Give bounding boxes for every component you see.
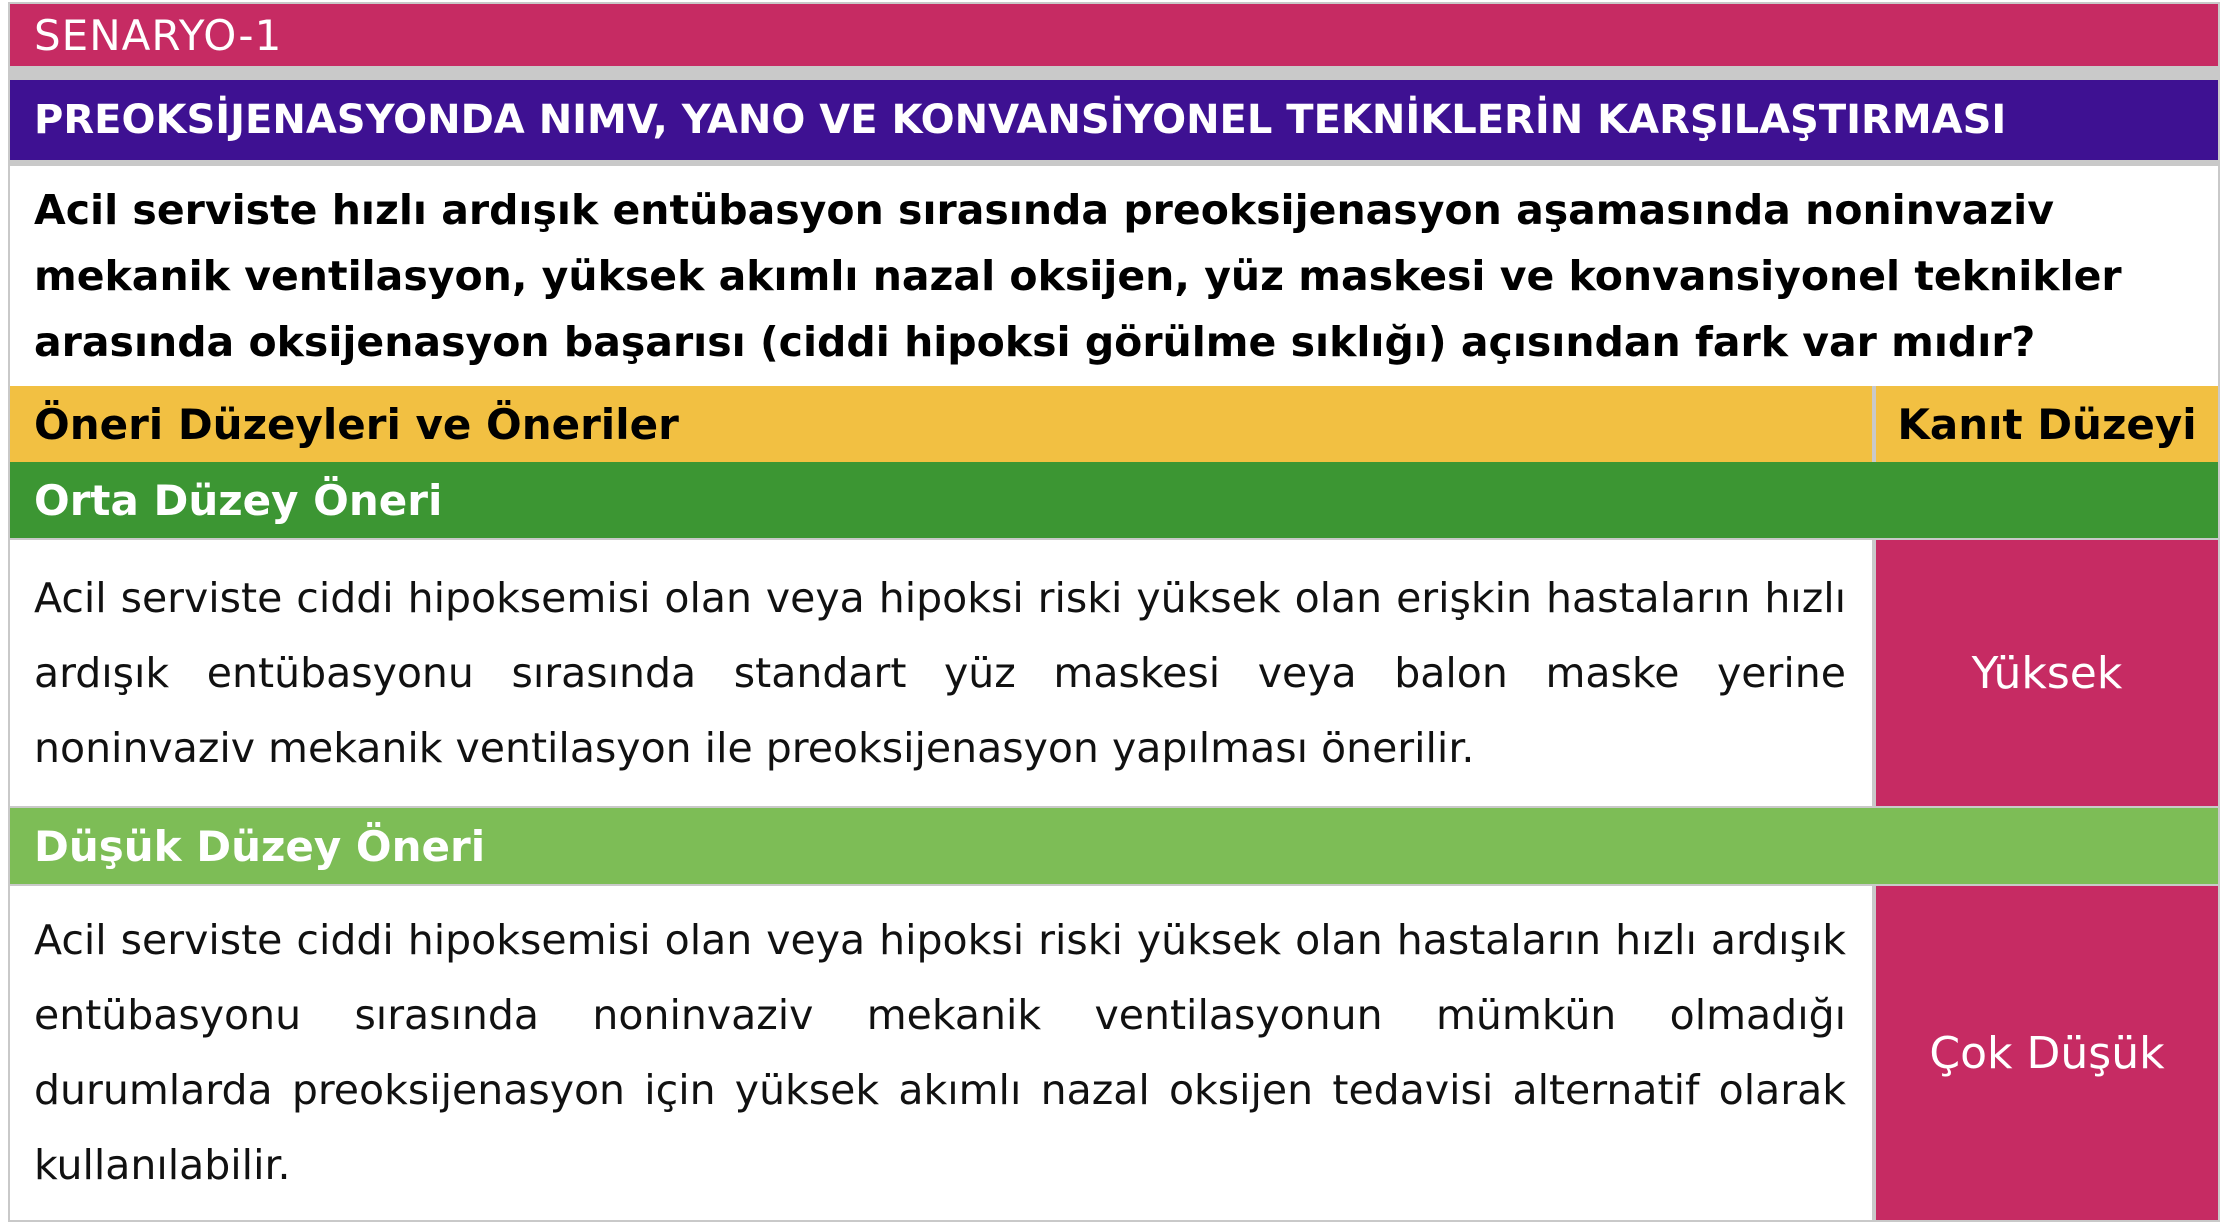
scenario-heading — [10, 80, 2218, 160]
section-level-low-text: Düşük Düzey Öneri — [34, 821, 486, 871]
section-level-moderate — [10, 462, 2218, 538]
clinical-question-text: Acil serviste hızlı ardışık entübasyon sırasında preoksijenasyon aşamasında noninvaziv mekanik ventilasyon, yüksek akımlı nazal oksijen, yüz maskesi ve konvansiyonel teknikler arasında oksijenasyon başarısı (ciddi hipoksi görülme sıklığı) açısından fark var mıdır? — [34, 186, 2122, 366]
column-header-recommendations — [10, 386, 1872, 462]
column-header-evidence — [1876, 386, 2218, 462]
section-level-moderate-text: Orta Düzey Öneri — [34, 475, 443, 525]
scenario-label-text: SENARYO-1 — [34, 10, 283, 60]
recommendation-cell — [10, 540, 1872, 806]
table-row — [10, 540, 2218, 806]
section-level-low — [10, 808, 2218, 884]
scenario-label — [10, 4, 2218, 66]
recommendation-text: Acil serviste ciddi hipoksemisi olan veya hipoksi riski yüksek olan hastaların hızlı ardışık entübasyonu sırasında noninvaziv mekanik ventilasyonun mümkün olmadığı durumlarda preoksijenasyon için yüksek akımlı nazal oksijen tedavisi alternatif olarak kullanılabilir. — [34, 916, 1846, 1189]
column-header-recommendations-text: Öneri Düzeyleri ve Öneriler — [34, 399, 679, 449]
column-header-evidence-text: Kanıt Düzeyi — [1897, 399, 2197, 449]
scenario-heading-text: PREOKSİJENASYONDA NIMV, YANO VE KONVANSİYONEL TEKNİKLERİN KARŞILAŞTIRMASI — [34, 97, 2007, 143]
evidence-level-cell — [1876, 886, 2218, 1220]
table-header-row — [10, 386, 2218, 462]
evidence-level-cell — [1876, 540, 2218, 806]
recommendation-table — [8, 2, 2220, 1222]
evidence-level-text: Çok Düşük — [1929, 1027, 2165, 1079]
recommendation-text: Acil serviste ciddi hipoksemisi olan veya hipoksi riski yüksek olan erişkin hastaların hızlı ardışık entübasyonu sırasında standart yüz maskesi veya balon maske yerine noninvaziv mekanik ventilasyon ile preoksijenasyon yapılması önerilir. — [34, 573, 1846, 772]
clinical-question — [10, 166, 2218, 386]
recommendation-cell — [10, 886, 1872, 1220]
table-row — [10, 886, 2218, 1220]
evidence-level-text: Yüksek — [1971, 647, 2123, 699]
